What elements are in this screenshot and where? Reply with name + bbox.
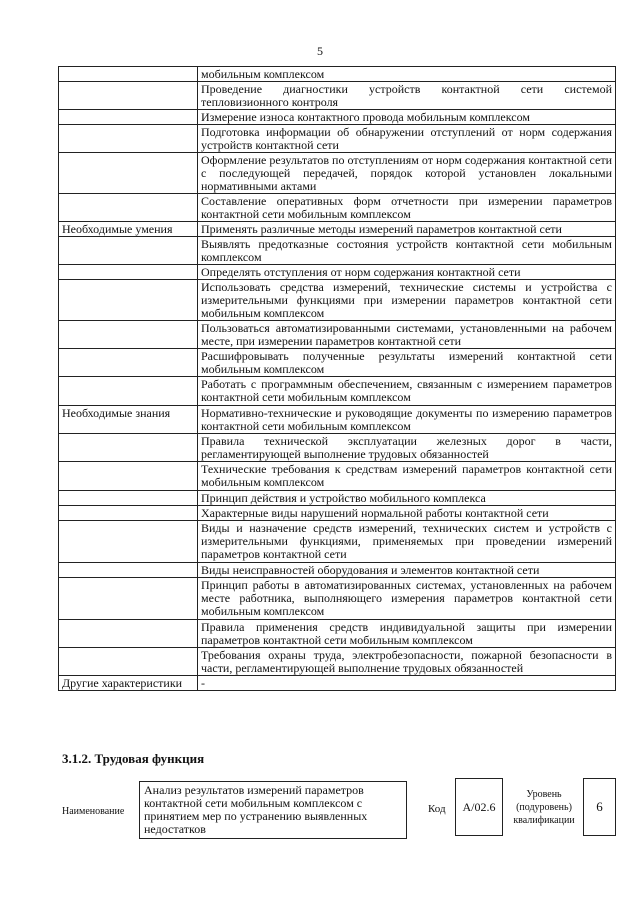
table-row (59, 125, 616, 153)
qualification-level-value: 6 (583, 778, 616, 836)
table-row (59, 491, 616, 506)
table-row (59, 280, 616, 321)
function-name: Анализ результатов измерений параметров контактной сети мобильным комплексом с принятием мер по устранению выявленных недостатков (139, 781, 407, 839)
row-label (59, 349, 198, 377)
table-row (59, 506, 616, 521)
row-description: Проведение диагностики устройств контактной сети системой тепловизионного контроля (198, 82, 616, 110)
row-description: Правила технической эксплуатации железных дорог в части, регламентирующей выполнение трудовых обязанностей (198, 434, 616, 462)
table-row (59, 194, 616, 222)
table-row (59, 82, 616, 110)
row-description: - (198, 676, 616, 691)
row-description: Характерные виды нарушений нормальной работы контактной сети (198, 506, 616, 521)
row-description: Виды и назначение средств измерений, технических систем и устройств с измерительными функциями, применяемых при проведении измерений параметров контактной сети (198, 521, 616, 563)
table-row (59, 521, 616, 563)
table-row (59, 406, 616, 434)
row-label (59, 648, 198, 676)
row-description: Технические требования к средствам измерений параметров контактной сети мобильным комплексом (198, 462, 616, 491)
page-number: 5 (317, 44, 323, 58)
section-title: 3.1.2. Трудовая функция (62, 751, 205, 766)
row-label (59, 280, 198, 321)
row-label (59, 434, 198, 462)
competency-table-body (59, 67, 616, 691)
table-row (59, 434, 616, 462)
row-description: Использовать средства измерений, технические системы и устройства с измерительными функциями при измерении параметров контактной сети мобильным комплексом (198, 280, 616, 321)
row-label (59, 462, 198, 491)
competency-table (58, 66, 616, 691)
code-value: А/02.6 (455, 778, 503, 836)
row-label: Другие характеристики (59, 676, 198, 691)
row-label (59, 377, 198, 406)
row-description: Принцип работы в автоматизированных системах, установленных на рабочем месте работника, выполняющего измерения параметров контактной сети мобильным комплексом (198, 578, 616, 620)
row-description: мобильным комплексом (198, 67, 616, 82)
row-label (59, 506, 198, 521)
row-description: Расшифровывать полученные результаты измерений контактной сети мобильным комплексом (198, 349, 616, 377)
table-row (59, 222, 616, 237)
row-label (59, 563, 198, 578)
table-row (59, 110, 616, 125)
table-row (59, 648, 616, 676)
row-description: Определять отступления от норм содержания контактной сети (198, 265, 616, 280)
row-description: Составление оперативных форм отчетности при измерении параметров контактной сети мобильным комплексом (198, 194, 616, 222)
row-label (59, 265, 198, 280)
row-label (59, 110, 198, 125)
row-description: Принцип действия и устройство мобильного комплекса (198, 491, 616, 506)
row-label (59, 620, 198, 648)
row-description: Применять различные методы измерений параметров контактной сети (198, 222, 616, 237)
table-row (59, 563, 616, 578)
table-row (59, 578, 616, 620)
table-row (59, 377, 616, 406)
table-row (59, 462, 616, 491)
table-row (59, 265, 616, 280)
row-description: Правила применения средств индивидуальной защиты при измерении параметров контактной сети мобильным комплексом (198, 620, 616, 648)
table-row (59, 321, 616, 349)
table-row (59, 349, 616, 377)
table-row (59, 237, 616, 265)
qualification-level-label: Уровень (подуровень) квалификации (513, 789, 575, 826)
table-row (59, 676, 616, 691)
table-row (59, 153, 616, 194)
row-description: Оформление результатов по отступлениям от норм содержания контактной сети с последующей передачей, порядок которой установлен локальными нормативными актами (198, 153, 616, 194)
row-label (59, 82, 198, 110)
row-description: Нормативно-технические и руководящие документы по измерению параметров контактной сети мобильным комплексом (198, 406, 616, 434)
row-label (59, 67, 198, 82)
row-description: Подготовка информации об обнаружении отступлений от норм содержания устройств контактной сети (198, 125, 616, 153)
row-description: Выявлять предотказные состояния устройств контактной сети мобильным комплексом (198, 237, 616, 265)
row-description: Работать с программным обеспечением, связанным с измерением параметров контактной сети мобильным комплексом (198, 377, 616, 406)
row-description: Виды неисправностей оборудования и элементов контактной сети (198, 563, 616, 578)
row-label: Необходимые знания (59, 406, 198, 434)
row-description: Пользоваться автоматизированными системами, установленными на рабочем месте, при измерении параметров контактной сети (198, 321, 616, 349)
row-label (59, 153, 198, 194)
row-label (59, 521, 198, 563)
row-label (59, 321, 198, 349)
row-label: Необходимые умения (59, 222, 198, 237)
row-description: Требования охраны труда, электробезопасности, пожарной безопасности в части, регламентирующей выполнение трудовых обязанностей (198, 648, 616, 676)
row-label (59, 491, 198, 506)
row-label (59, 578, 198, 620)
name-label: Наименование (62, 806, 125, 817)
row-label (59, 125, 198, 153)
row-label (59, 194, 198, 222)
table-row (59, 67, 616, 82)
table-row (59, 620, 616, 648)
row-label (59, 237, 198, 265)
row-description: Измерение износа контактного провода мобильным комплексом (198, 110, 616, 125)
code-label: Код (428, 803, 446, 815)
